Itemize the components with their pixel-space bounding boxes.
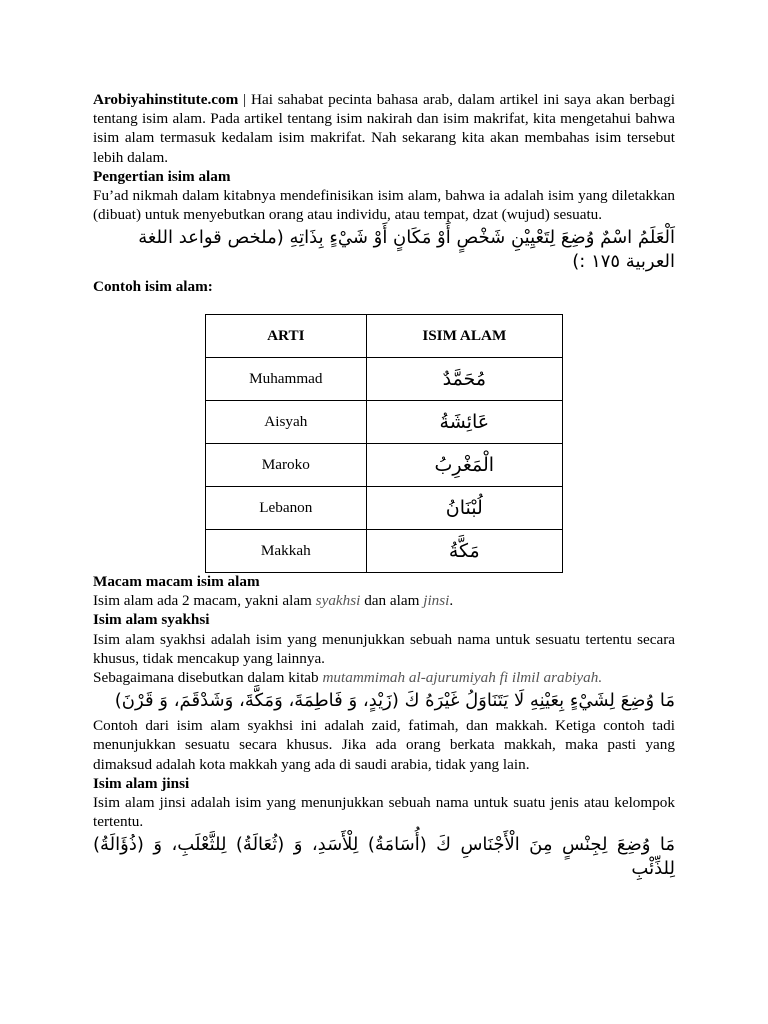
jinsi-heading: Isim alam jinsi	[93, 774, 190, 792]
table-row	[206, 358, 563, 401]
cell-arti: Lebanon	[206, 487, 367, 530]
syakhsi-arabic: مَا وُضِعَ لِشَيْءٍ بِعَيْنِهِ لَا يَتَنَاوَلُ غَيْرَهُ كَ (زَيْدٍ، وَ فَاطِمَةَ، وَمَكَّةَ، وَشَدْقَمَ، وَ قَرْنَ)	[114, 690, 675, 712]
table-row	[206, 530, 563, 573]
cell-arti: Makkah	[206, 530, 367, 573]
cell-isim: الْمَغْرِبُ	[366, 444, 562, 487]
syakhsi-source	[93, 668, 675, 687]
cell-isim: مُحَمَّدٌ	[366, 358, 562, 401]
source-text: Sebagaimana disebutkan dalam kitab	[93, 669, 323, 687]
intro-paragraph	[93, 90, 675, 167]
intro-block	[93, 90, 675, 297]
cell-isim: عَائِشَةُ	[366, 401, 562, 444]
pengertian-heading: Pengertian isim alam	[93, 167, 231, 185]
table-row	[206, 401, 563, 444]
intro-text: | Hai sahabat pecinta bahasa arab, dalam artikel ini saya akan berbagi tentang isim alam. Pada artikel tentang isim nakirah dan isim makrifat, kita mengetahui bahwa isim alam termasuk kedalam isim makrifat. Nah sekarang kita akan membahas isim tersebut lebih dalam.	[93, 91, 675, 166]
macam-text-part: .	[449, 592, 454, 610]
cell-isim: مَكَّةُ	[366, 530, 562, 573]
table-row	[206, 487, 563, 530]
jinsi-text: Isim alam jinsi adalah isim yang menunjukkan sebuah nama untuk suatu jenis atau kelompok tertentu.	[93, 794, 675, 831]
column-header-isim-alam: ISIM ALAM	[366, 315, 562, 358]
column-header-arti: ARTI	[206, 315, 367, 358]
term-jinsi: jinsi	[423, 592, 450, 610]
pengertian-arabic: اَلْعَلَمُ اسْمٌ وُضِعَ لِتَعْيِيْنِ شَخْصٍ أَوْ مَكَانٍ أَوْ شَيْءٍ بِذَاتِهِ (ملخص قواعد اللغة العربية ١٧٥ :)	[138, 227, 675, 273]
kitab-title: mutammimah al-ajurumiyah fi ilmil arabiyah.	[322, 669, 603, 687]
pengertian-text: Fu’ad nikmah dalam kitabnya mendefinisikan isim alam, bahwa ia adalah isim yang diletakkan (dibuat) untuk menyebutkan orang atau individu, atau tempat, dzat (wujud) sesuatu.	[93, 187, 675, 224]
body-block	[93, 572, 675, 884]
table-row	[206, 444, 563, 487]
syakhsi-example: Contoh dari isim alam syakhsi ini adalah zaid, fatimah, dan makkah. Ketiga contoh tadi menunjukkan sesuatu secara khusus. Jika ada orang berkata makkah, maka pasti yang dimaksud adalah kota makkah yang ada di saudi arabia, tidak yang lain.	[93, 717, 675, 773]
macam-text-part: dan alam	[360, 592, 424, 610]
term-syakhsi: syakhsi	[315, 592, 361, 610]
macam-text-part: Isim alam ada 2 macam, yakni alam	[93, 592, 316, 610]
syakhsi-text: Isim alam syakhsi adalah isim yang menunjukkan sebuah nama untuk sesuatu tertentu secara khusus, tidak mencakup yang lainnya.	[93, 630, 675, 667]
cell-arti: Aisyah	[206, 401, 367, 444]
cell-isim: لُبْنَانُ	[366, 487, 562, 530]
jinsi-arabic: مَا وُضِعَ لِجِنْسٍ مِنَ الْأَجْنَاسِ كَ (أُسَامَةُ) لِلْأَسَدِ، وَ (ثُعَالَةُ) لِلثَّعْلَبِ، وَ (ذُؤَالَةُ) لِلذِّئْبِ	[93, 834, 675, 880]
site-name: Arobiyahinstitute.com	[93, 91, 239, 108]
syakhsi-heading: Isim alam syakhsi	[93, 611, 210, 629]
contoh-heading: Contoh isim alam:	[93, 278, 213, 296]
macam-heading: Macam macam isim alam	[93, 573, 260, 590]
cell-arti: Maroko	[206, 444, 367, 487]
isim-alam-table	[205, 314, 563, 573]
macam-text	[93, 591, 675, 610]
table-header-row	[206, 315, 563, 358]
cell-arti: Muhammad	[206, 358, 367, 401]
